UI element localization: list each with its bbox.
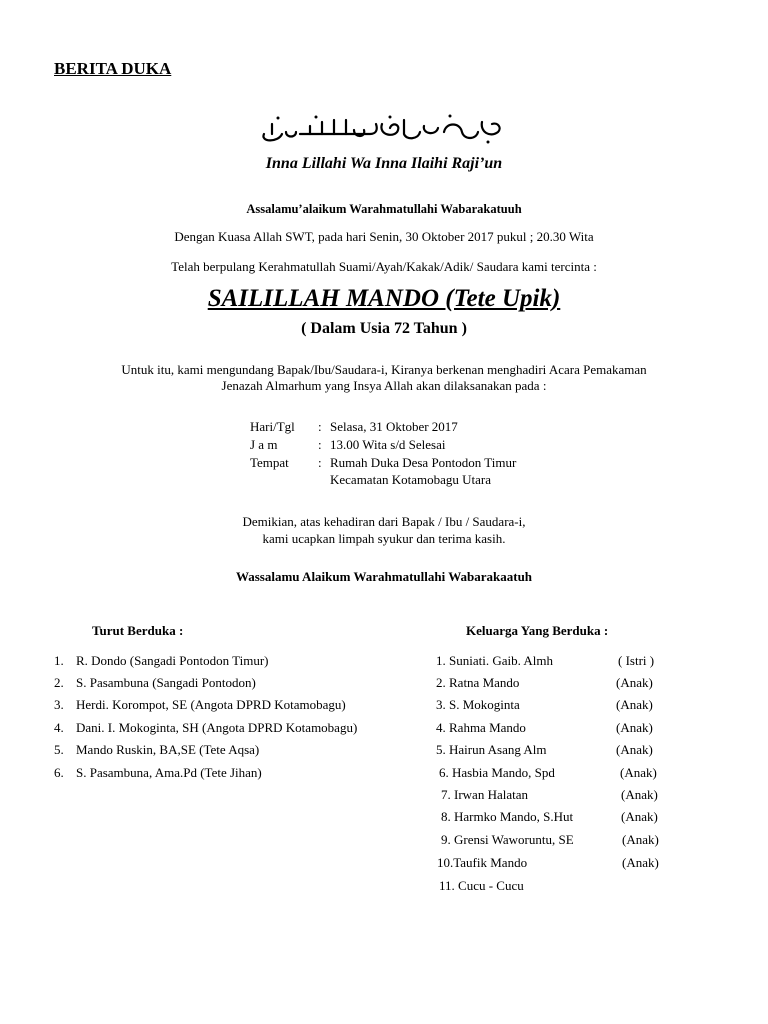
family-member: 8. Harmko Mando, S.Hut xyxy=(441,809,574,824)
deceased-name-text: SAILILLAH MANDO (Tete Upik) xyxy=(207,285,561,312)
family-member: 7. Irwan Halatan xyxy=(441,787,528,802)
schedule-place-value-2: Kecamatan Kotamobagu Utara xyxy=(330,472,491,487)
announcement-date-line: Dengan Kuasa Allah SWT, pada hari Senin, 30 Oktober 2017 pukul ; 20.30 Wita xyxy=(174,229,594,244)
deceased-name xyxy=(0,285,768,313)
list-item: S. Pasambuna (Sangadi Pontodon) xyxy=(76,675,256,690)
family-relation: (Anak) xyxy=(621,809,658,824)
family-member: 11. Cucu - Cucu xyxy=(439,878,524,893)
family-member: 9. Grensi Waworuntu, SE xyxy=(441,832,574,847)
invitation-line-2: Jenazah Almarhum yang Insya Allah akan dilaksanakan pada : xyxy=(221,378,547,393)
family-relation: (Anak) xyxy=(620,765,657,780)
basmalah-calligraphy xyxy=(250,112,510,146)
family-member: 1. Suniati. Gaib. Almh xyxy=(436,653,553,668)
schedule-time-label: J a m xyxy=(250,437,278,452)
announcement-line: Telah berpulang Kerahmatullah Suami/Ayah/Kakak/Adik/ Saudara kami tercinta : xyxy=(171,259,597,274)
schedule-time-value: 13.00 Wita s/d Selesai xyxy=(330,437,446,452)
schedule-date-label: Hari/Tgl xyxy=(250,419,295,434)
family-member: 3. S. Mokoginta xyxy=(436,697,520,712)
list-item-number: 2. xyxy=(54,675,64,690)
list-item: R. Dondo (Sangadi Pontodon Timur) xyxy=(76,653,269,668)
family-relation: (Anak) xyxy=(621,787,658,802)
greeting: Assalamu’alaikum Warahmatullahi Wabarakatuuh xyxy=(246,202,522,216)
schedule-colon: : xyxy=(318,419,322,434)
schedule-date-value: Selasa, 31 Oktober 2017 xyxy=(330,419,458,434)
family-member: 5. Hairun Asang Alm xyxy=(436,742,547,757)
closing-line-2: kami ucapkan limpah syukur dan terima kasih. xyxy=(262,531,506,546)
family-relation: (Anak) xyxy=(622,855,659,870)
family-relation: ( Istri ) xyxy=(618,653,655,668)
invitation-line-1: Untuk itu, kami mengundang Bapak/Ibu/Saudara-i, Kiranya berkenan menghadiri Acara Pemakaman xyxy=(121,362,647,377)
schedule-colon: : xyxy=(318,437,322,452)
family-relation: (Anak) xyxy=(616,697,653,712)
list-item-number: 6. xyxy=(54,765,64,780)
family-member: 2. Ratna Mando xyxy=(436,675,520,690)
list-item-number: 5. xyxy=(54,742,64,757)
page-title: BERITA DUKA xyxy=(54,59,172,78)
family-relation: (Anak) xyxy=(622,832,659,847)
list-item-number: 1. xyxy=(54,653,64,668)
family-relation: (Anak) xyxy=(616,742,653,757)
inna-lillahi-line: Inna Lillahi Wa Inna Ilaihi Raji’un xyxy=(265,155,503,172)
list-item-number: 4. xyxy=(54,720,64,735)
family-relation: (Anak) xyxy=(616,675,653,690)
family-relation: (Anak) xyxy=(616,720,653,735)
deceased-age: ( Dalam Usia 72 Tahun ) xyxy=(301,320,467,337)
list-item: S. Pasambuna, Ama.Pd (Tete Jihan) xyxy=(76,765,262,780)
closing-greeting: Wassalamu Alaikum Warahmatullahi Wabarakaatuh xyxy=(235,569,533,584)
family-member: 4. Rahma Mando xyxy=(436,720,526,735)
list-item-number: 3. xyxy=(54,697,64,712)
turut-berduka-title: Turut Berduka : xyxy=(92,623,184,638)
list-item: Herdi. Korompot, SE (Angota DPRD Kotamobagu) xyxy=(76,697,346,712)
schedule-place-label: Tempat xyxy=(250,455,289,470)
family-member: 6. Hasbia Mando, Spd xyxy=(439,765,555,780)
closing-line-1: Demikian, atas kehadiran dari Bapak / Ibu / Saudara-i, xyxy=(242,514,526,529)
list-item: Mando Ruskin, BA,SE (Tete Aqsa) xyxy=(76,742,260,757)
family-member: 10.Taufik Mando xyxy=(437,855,528,870)
keluarga-berduka-title: Keluarga Yang Berduka : xyxy=(466,623,609,638)
schedule-place-value: Rumah Duka Desa Pontodon Timur xyxy=(330,455,517,470)
list-item: Dani. I. Mokoginta, SH (Angota DPRD Kotamobagu) xyxy=(76,720,358,735)
schedule-colon: : xyxy=(318,455,322,470)
